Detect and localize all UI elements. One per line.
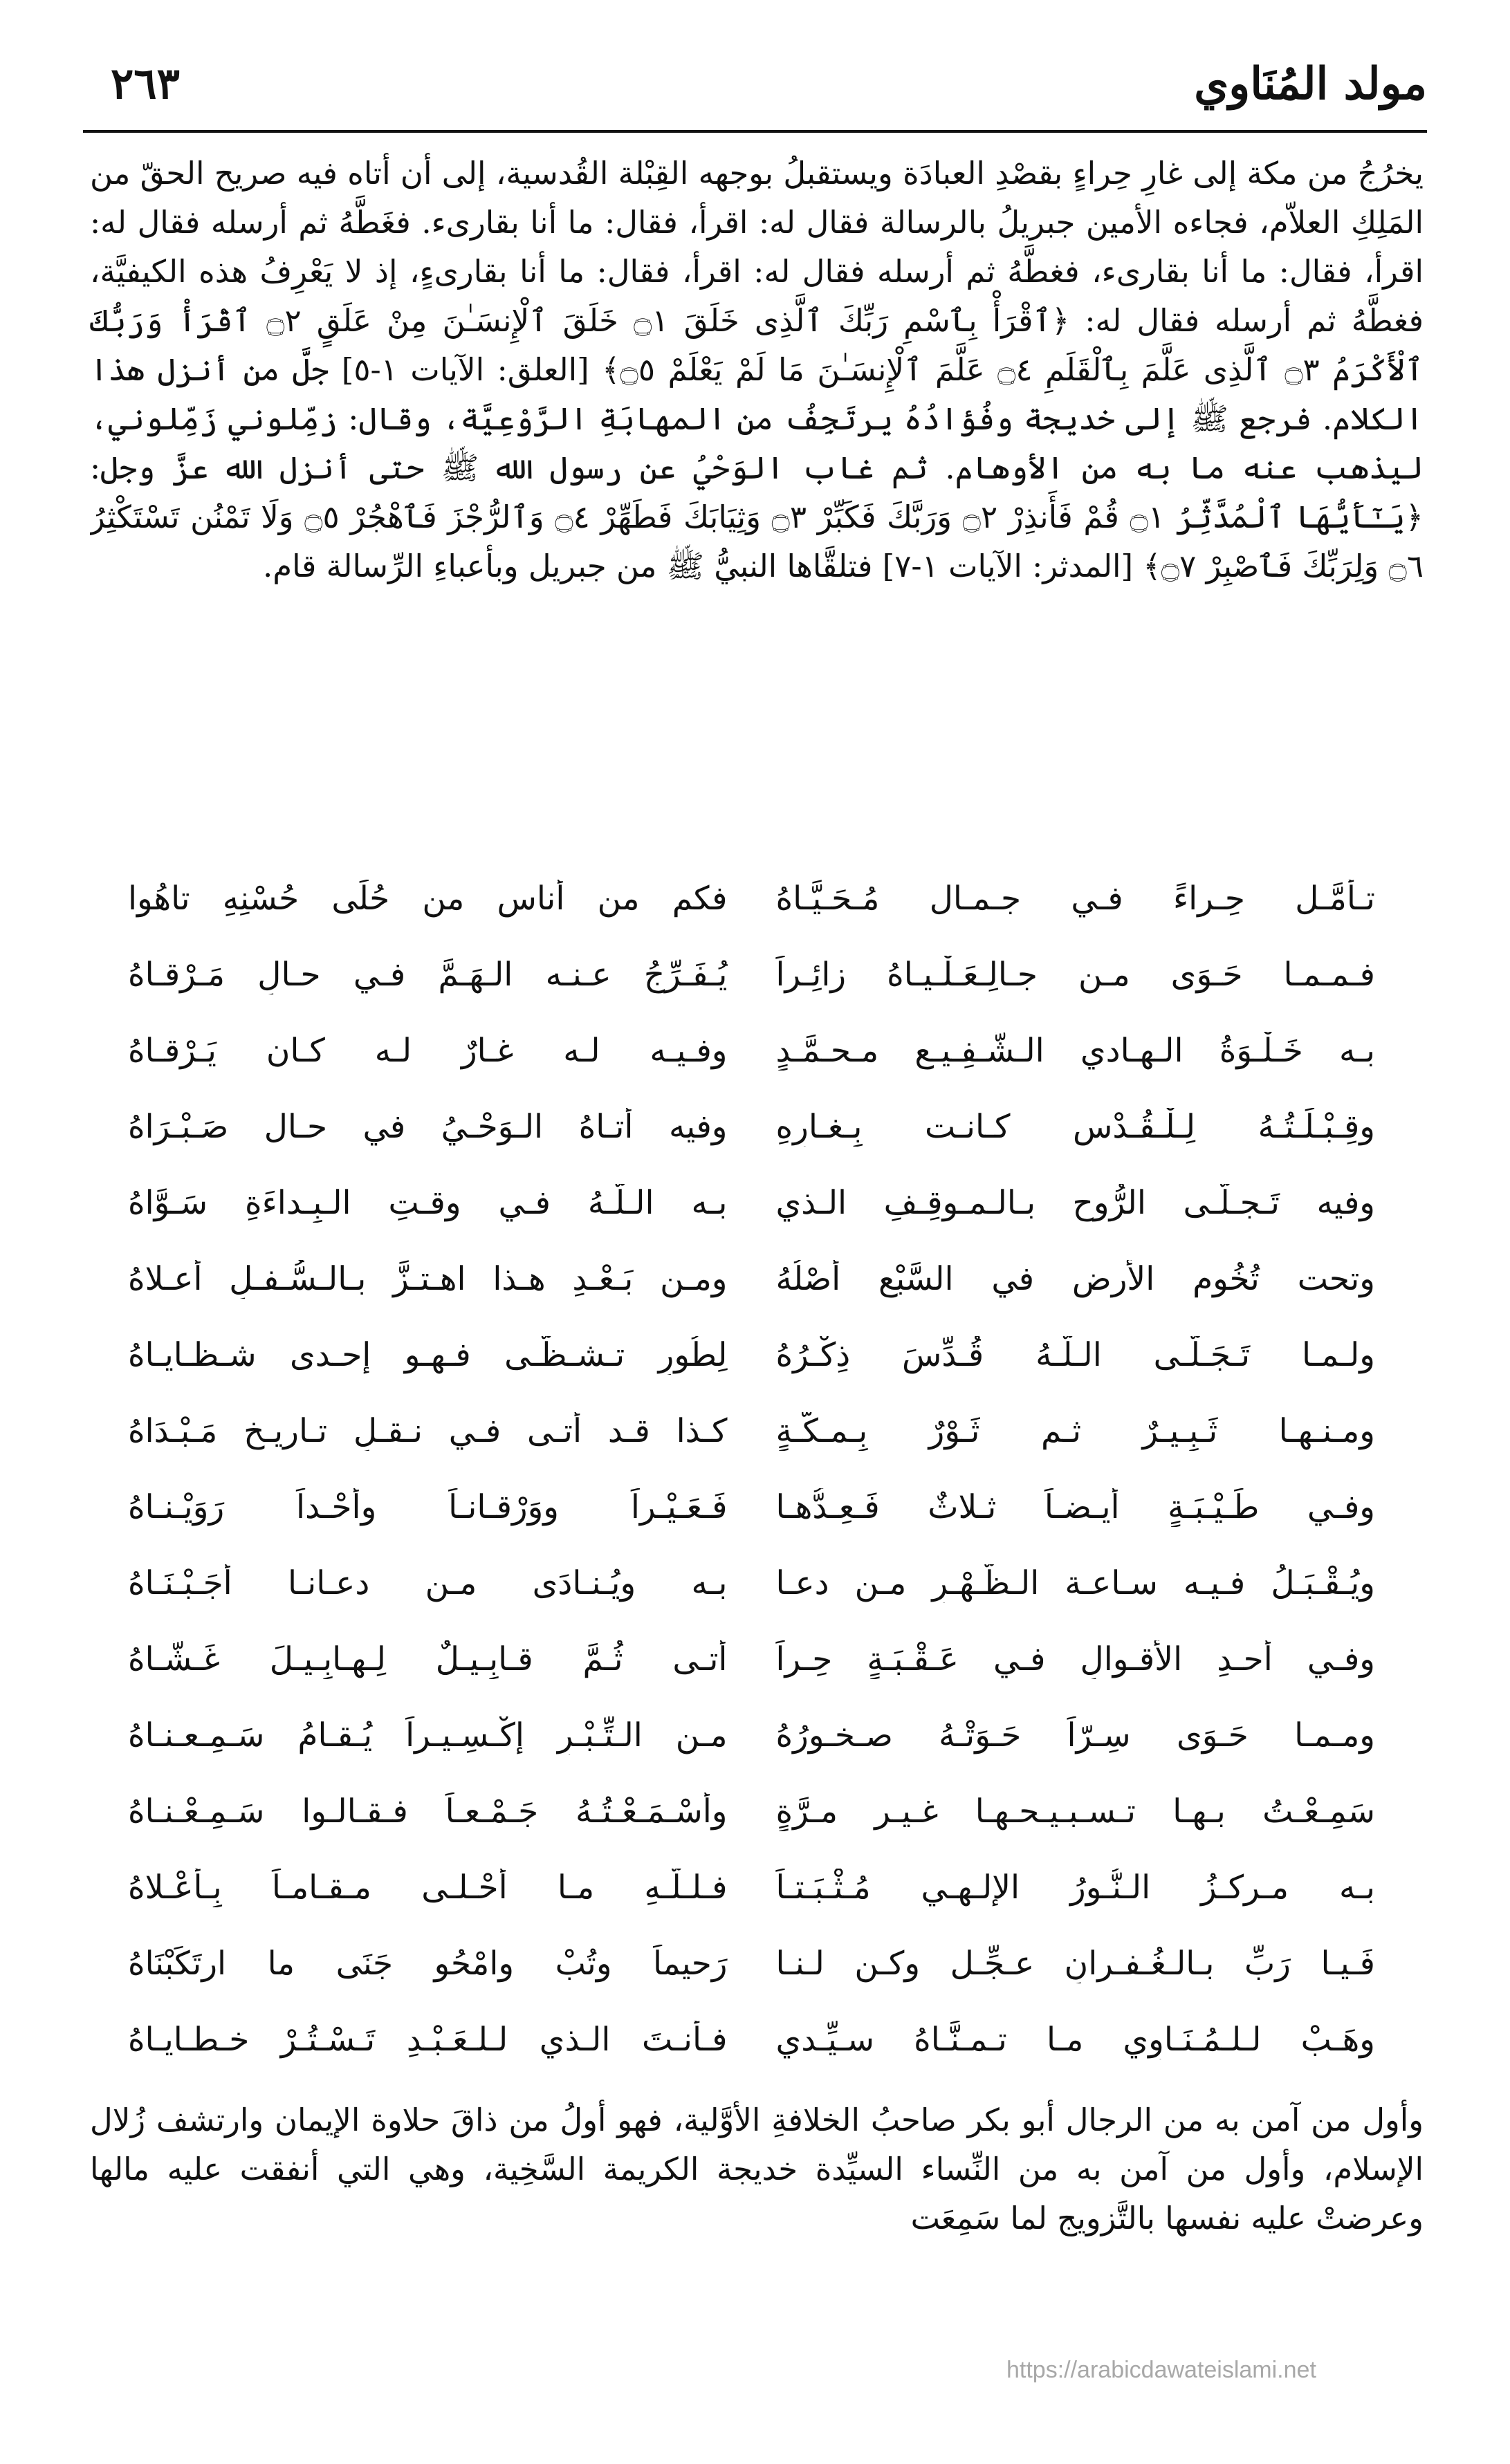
- hemistich-second: بـه ويُـنـادَى مـن دعـانـا أجَـبْـنَـاهُ: [128, 1564, 728, 1602]
- hemistich-second: أتـى ثُـمَّ قـابِـيـلٌ لِـهـابِـيـلَ غَـشَّـاهُ: [128, 1640, 728, 1678]
- hemistich-second: بـه الـلَّـهُ فـي وقـتِ الـبِـداءَةِ سَـوَّاهُ: [128, 1183, 728, 1222]
- hemistich-first: وتحت تُخُومِ الأرض في السَّبْعِ أصْلُهُ: [775, 1259, 1375, 1298]
- verse-row: [104, 1470, 1399, 1546]
- hemistich-first: وفـي طَـيْـبَـةٍ أيـضـاً ثـلاثٌ فَـعِـدُّهـا: [775, 1488, 1375, 1526]
- hemistich-second: ومـن بَـعْـدِ هـذا اهـتـزَّ بـالـسُّـفـلِ أعـلاهُ: [128, 1259, 728, 1298]
- prose-bottom: [90, 2095, 1424, 2303]
- hemistich-first: فـمـمـا حَـوَى مـن جـالِـعَـلْـيـاهُ زائِـراً: [775, 955, 1375, 994]
- page-header: [83, 48, 1427, 138]
- prose-top: [90, 149, 1424, 854]
- verse-row: [104, 1013, 1399, 1089]
- verse-row: [104, 1622, 1399, 1698]
- verse-row: [104, 1165, 1399, 1241]
- verse-row: [104, 1393, 1399, 1470]
- hemistich-first: بـه مـركـزُ الـنُّـورُ الإِلـهـي مُـثْـبَـتـاً: [775, 1868, 1375, 1907]
- hemistich-first: وهَـبْ لـلـمُـنَـاوِي مـا تـمـنَّـاهُ سـيِّـدي: [775, 2020, 1375, 2059]
- hemistich-first: ولـمـا تَـجَـلَّـى الـلَّـهُ قُـدِّسَ ذِكْـرُهُ: [775, 1335, 1375, 1374]
- hemistich-first: وفيه تَـجـلَّـى الرُّوح بـالـمـوقِـفِ الـذي: [775, 1183, 1375, 1222]
- hemistich-second: وأسْـمَـعْـتُـهُ جَـمْـعـاً فـقـالـوا سَـمِـعْـنـاهُ: [128, 1792, 728, 1831]
- hemistich-second: وفـيـه لـه غـارٌ لـه كـان يَـرْقـاهُ: [128, 1031, 728, 1070]
- verse-row: [104, 1317, 1399, 1393]
- paragraph: وأول من آمن به من الرجال أبو بكر صاحبُ الخلافةِ الأوَّلية، فهو أولُ من ذاقَ حلاوة الإيمان وارتشف زُلال الإسلام، وأول من آمن به من النِّساء السيِّدة خديجة الكريمة السَّخِية، وهي التي أنفقت عليه مالها وعرضتْ عليه نفسها بالتَّزويج لما سَمِعَت: [90, 2102, 1424, 2236]
- verse-row: [104, 1089, 1399, 1165]
- hemistich-first: سَمِـعْـتُ بـهـا تـسـبـيـحـهـا غـيـر مـرَّةٍ: [775, 1792, 1375, 1831]
- running-title: مولد المُنَاوي: [1194, 58, 1427, 110]
- hemistich-second: لِطُورٍ تـشـظَّـى فـهـو إحـدى شـظـايـاهُ: [128, 1335, 728, 1374]
- hemistich-second: فَـعَـيْـراً ووَرْقـانـاً وأُحْـداً رَوَيْـنـاهُ: [128, 1488, 728, 1526]
- hemistich-first: ومـنـهـا ثَـبِـيـرٌ ثـم ثَـوْرٌ بِـمـكَّـةٍ: [775, 1411, 1375, 1450]
- verse-row: [104, 1698, 1399, 1774]
- verse-row: [104, 1926, 1399, 2002]
- paragraph: يخرُجُ من مكة إلى غارِ حِراءٍ بقصْدِ العبادَة ويستقبلُ بوجهه القِبْلة القُدسية، إلى أن أتاه فيه صريح الحقّ من المَلِكِ العلاّم، فجاءه الأمين جبريلُ بالرسالة فقال له: اقرأ، فقال: ما أنا بقارىء. فغَطَّهُ ثم أرسله فقال له: اقرأ، فقال: ما أنا بقارىء، فغطَّهُ ثم أرسله فقال له: اقرأ، فقال: ما أنا بقارىءٍ، إذ لا يَعْرِفُ هذه الكيفيَّة، فغطَّهُ ثم أرسله فقال له: ﴿ٱقْرَأْ بِٱسْمِ رَبِّكَ ٱلَّذِى خَلَقَ ۝١ خَلَقَ ٱلْإِنسَـٰنَ مِنْ عَلَقٍ ۝٢ ٱقْرَأْ وَرَبُّكَ ٱلْأَكْرَمُ ۝٣ ٱلَّذِى عَلَّمَ بِٱلْقَلَمِ ۝٤ عَلَّمَ ٱلْإِنسَـٰنَ مَا لَمْ يَعْلَمْ ۝٥﴾ [العلق: الآيات ١-٥] جلَّ من أنزل هذا الكلام. فرجع ﷺ إلى خديجة وفُؤادُهُ يرتَجِفُ من المهابَةِ الرَّوْعِيَّة، وقال: زمِّلوني زَمِّلوني، ليذهب عنه ما به من الأوهام. ثم غاب الوَحْيُ عن رسول الله ﷺ حتى أنزل الله عزَّ وجل: ﴿يَـٰٓأَيُّهَا ٱلْمُدَّثِّرُ ۝١ قُمْ فَأَنذِرْ ۝٢ وَرَبَّكَ فَكَبِّرْ ۝٣ وَثِيَابَكَ فَطَهِّرْ ۝٤ وَٱلرُّجْزَ فَٱهْجُرْ ۝٥ وَلَا تَمْنُن تَسْتَكْثِرُ ۝٦ وَلِرَبِّكَ فَٱصْبِرْ ۝٧﴾ [المدثر: الآيات ١-٧] فتلقَّاها النبيُّ ﷺ من جبريل وبأعباءِ الرِّسالة قام.: [90, 155, 1424, 584]
- hemistich-second: يُـفَـرِّجُ عـنـه الـهَـمَّ فـي حـالِ مَـرْقـاهُ: [128, 955, 728, 994]
- verse-row: [104, 861, 1399, 937]
- hemistich-second: فـلـلَّـهِ مـا أحْـلـى مـقـامـاً بِـأعْـلاهُ: [128, 1868, 728, 1907]
- verse-row: [104, 1241, 1399, 1317]
- hemistich-second: كـذا قـد أتـى فـي نـقـلِ تـاريـخ مَـبْـدَاهُ: [128, 1411, 728, 1450]
- hemistich-first: وفـي أحـدِ الأقـوالِ فـي عَـقْـبَـةٍ حِـراً: [775, 1640, 1375, 1678]
- hemistich-second: وفيه أتـاهُ الـوَحْـيُ في حـال صَـبْـرَاهُ: [128, 1107, 728, 1146]
- verse-row: [104, 1774, 1399, 1850]
- header-rule: [83, 130, 1427, 133]
- page-number: ٢٦٣: [111, 58, 180, 109]
- hemistich-first: تـأمَّـل حِـراءً فـي جـمـال مُـحَـيَّـاهُ: [775, 879, 1375, 918]
- hemistich-first: بـه خَـلْـوَةُ الـهـادي الـشَّـفِـيـع مـحـمَّـدٍ: [775, 1031, 1375, 1070]
- verse-row: [104, 1850, 1399, 1926]
- poem: [104, 861, 1399, 2078]
- hemistich-first: فَـيـا رَبِّ بـالـغُـفـرانِ عـجِّـل وكـن لـنـا: [775, 1944, 1375, 1983]
- hemistich-first: وقِـبْـلَـتُـهُ لِـلْـقُـدْسِ كـانـت بِـغـارِهِ: [775, 1107, 1375, 1146]
- verse-row: [104, 2002, 1399, 2078]
- verse-row: [104, 1546, 1399, 1622]
- hemistich-second: فكم من أناسٍ من حُلَى حُسْنِهِ تاهُوا: [128, 879, 728, 918]
- watermark-url: https://arabicdawateislami.net: [1006, 2357, 1316, 2383]
- verse-row: [104, 937, 1399, 1013]
- hemistich-first: ومـمـا حَـوَى سِـرّاً حَـوَتْـهُ صـخـورُهُ: [775, 1716, 1375, 1754]
- hemistich-second: فـأنـتَ الـذي لـلـعَـبْـدِ تَـسْـتُـرْ خـطـايـاهُ: [128, 2020, 728, 2059]
- hemistich-second: رَحيماً وتُبْ وامْحُو جَنَى ما ارتَكَبْنَاهُ: [128, 1944, 728, 1983]
- hemistich-second: مـن الـتِّـبْـرِ إكْـسِـيـراً يُـقـامُ سَـمِـعـنـاهُ: [128, 1716, 728, 1754]
- hemistich-first: ويُـقْـبَـلُ فـيـه سـاعـة الـظُّـهْـرِ مـن دعـا: [775, 1564, 1375, 1602]
